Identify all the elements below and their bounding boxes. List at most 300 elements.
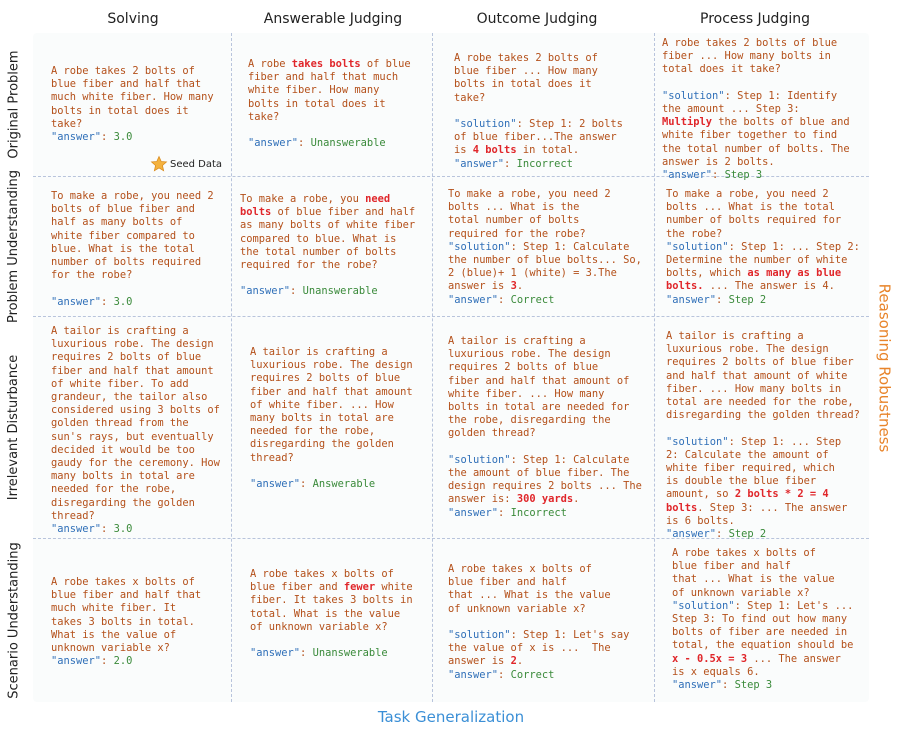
cell-line <box>666 409 860 422</box>
text-span: many bolts in total are <box>250 412 394 425</box>
text-span: disregarding the golden <box>250 438 394 451</box>
cell-scenario-understanding-process <box>672 547 853 692</box>
answer-value: Unanswerable <box>310 137 386 150</box>
text-span: . Step 3: ... The answer <box>697 501 848 514</box>
cell-line <box>666 488 860 501</box>
json-key: "answer" <box>51 131 102 144</box>
text-span: 2 (blue)+ 1 (white) = 3.The <box>448 267 617 280</box>
text-span: bolts in total does it <box>454 78 592 91</box>
text-span: the robe? <box>666 227 723 240</box>
text-span: bolts in total does it <box>248 97 386 110</box>
text-span: blue fiber and half that <box>51 78 202 91</box>
row-header-scenario-understanding <box>0 538 28 702</box>
cell-line <box>672 587 853 600</box>
answer-value: Step 2 <box>728 528 767 541</box>
text-span: : <box>101 295 114 308</box>
text-span: grandeur, the tailor also <box>51 391 208 404</box>
text-span: . <box>516 280 524 293</box>
cell-line <box>448 361 642 374</box>
answer-value: Step 3 <box>734 679 773 692</box>
json-key: "answer" <box>672 679 723 692</box>
cell-line <box>51 118 214 131</box>
text-span: answer is 2 bolts. <box>662 155 775 168</box>
cell-line <box>672 679 853 692</box>
cell-irrelevant-disturbance-answerable <box>250 346 413 491</box>
text-span: Determine the number of white <box>666 254 848 267</box>
cell-line <box>51 230 214 243</box>
cell-line <box>448 441 642 454</box>
text-span: number of bolts required <box>51 256 202 269</box>
cell-line <box>448 294 642 307</box>
text-span: : <box>101 655 114 668</box>
text-span: : <box>101 523 114 536</box>
text-span: : Step 1: Let's say <box>510 629 630 642</box>
answer-value: 3.0 <box>113 523 133 536</box>
text-span: take? <box>248 110 280 123</box>
text-span: : <box>290 285 303 298</box>
cell-line <box>454 158 623 171</box>
cell-line <box>454 131 623 144</box>
cell-line <box>51 642 201 655</box>
cell-irrelevant-disturbance-process <box>666 330 860 541</box>
text-span: white fiber. ... How many <box>448 387 605 400</box>
cell-line <box>454 105 623 118</box>
cell-line <box>662 169 850 182</box>
text-span: amount, so <box>666 488 735 501</box>
highlighted-text: bolts. <box>666 280 704 293</box>
text-span: the amount of blue fiber. The <box>448 467 630 480</box>
cell-line <box>250 478 413 491</box>
cell-line <box>448 228 642 241</box>
json-key: "answer" <box>250 647 301 660</box>
cell-line <box>448 388 642 401</box>
text-span: luxurious robe. The design <box>250 359 413 372</box>
cell-line <box>448 214 642 227</box>
highlighted-text: as many as blue <box>747 267 842 280</box>
text-span: is double the blue fiber <box>666 475 817 488</box>
json-key: "answer" <box>448 668 499 681</box>
text-span: the bolts of blue and <box>712 116 850 129</box>
text-span: blue fiber and half that <box>51 589 202 602</box>
text-span: : Step 1: 2 bolts <box>516 118 623 131</box>
cell-line <box>51 351 220 364</box>
cell-line <box>672 560 853 573</box>
json-key: "answer" <box>448 506 499 519</box>
cell-scenario-understanding-outcome <box>448 563 629 682</box>
cell-line <box>448 401 642 414</box>
text-span: : <box>498 668 511 681</box>
text-span: half as many bolts of <box>51 216 183 229</box>
cell-line <box>662 50 850 63</box>
cell-line <box>250 346 413 359</box>
cell-line <box>662 37 850 50</box>
json-key: "answer" <box>666 293 717 306</box>
answer-value: Correct <box>510 668 555 681</box>
highlighted-text: 2 bolts * 2 = 4 <box>734 488 829 501</box>
text-span: needed for the robe, <box>250 425 376 438</box>
cell-line <box>662 77 850 90</box>
text-span: take? <box>454 91 486 104</box>
cell-line <box>51 589 201 602</box>
cell-line <box>240 259 415 272</box>
highlighted-text: 3 <box>510 280 517 293</box>
cell-line <box>51 497 220 510</box>
cell-line <box>51 296 214 309</box>
cell-line <box>662 129 850 142</box>
text-span: : Step 1: ... Step <box>728 435 842 448</box>
text-span: thread? <box>250 451 294 464</box>
text-span: : Step 1: Calculate <box>510 453 630 466</box>
text-span: : <box>300 647 313 660</box>
json-key: "solution" <box>448 629 511 642</box>
text-span: bolts of fiber are needed in <box>672 626 848 639</box>
cell-line <box>454 78 623 91</box>
cell-line <box>666 294 860 307</box>
text-span: for the robe? <box>51 269 133 282</box>
cell-scenario-understanding-answerable <box>250 568 413 660</box>
cell-line <box>454 144 623 157</box>
text-span: A robe takes x bolts of <box>51 576 195 588</box>
text-span: total number of bolts <box>448 214 580 227</box>
text-span: of blue fiber...The answer <box>454 131 617 144</box>
cell-line <box>51 378 220 391</box>
answer-value: Incorrect <box>510 506 567 519</box>
text-span: much white fiber. It <box>51 602 177 615</box>
task-generalization-axis-label: Task Generalization <box>377 708 525 726</box>
json-key: "answer" <box>51 295 102 308</box>
cell-line <box>454 52 623 65</box>
cell-line <box>250 452 413 465</box>
text-span: many bolts in total are <box>51 470 195 483</box>
cell-line <box>662 90 850 103</box>
text-span: bolts of blue fiber and <box>51 203 195 216</box>
json-key: "solution" <box>666 240 729 253</box>
cell-problem-understanding-process <box>666 188 860 307</box>
cell-line <box>248 58 411 71</box>
highlighted-text: takes bolts <box>291 58 361 70</box>
text-span: fiber ... How many bolts in <box>662 50 831 63</box>
cell-line <box>250 425 413 438</box>
cell-line <box>448 669 629 682</box>
cell-line <box>454 92 623 105</box>
cell-line <box>51 417 220 430</box>
text-span: disregarding the golden <box>51 496 195 509</box>
answer-value: 3.0 <box>113 295 133 308</box>
cell-line <box>250 621 413 634</box>
text-span: A tailor is crafting a <box>51 325 189 337</box>
text-span: A robe takes x bolts of <box>448 563 592 575</box>
cell-line <box>240 285 415 298</box>
cell-line <box>248 124 411 137</box>
cell-line <box>666 449 860 462</box>
cell-line <box>248 137 411 150</box>
text-span: A tailor is crafting a <box>448 335 586 347</box>
text-span: bolts in total does it <box>51 104 189 117</box>
text-span: To make a robe, you need 2 <box>448 188 611 200</box>
json-key: "answer" <box>662 169 713 182</box>
cell-line <box>51 65 214 78</box>
cell-line <box>666 396 860 409</box>
cell-line <box>448 576 629 589</box>
text-span: blue fiber and half <box>672 560 791 573</box>
cell-line <box>248 98 411 111</box>
row-header-original-problem <box>0 33 28 176</box>
cell-line <box>666 241 860 254</box>
cell-line <box>666 528 860 541</box>
text-span: blue fiber and half <box>448 576 567 589</box>
text-span: fiber and half that amount <box>250 385 413 398</box>
row-header-problem-understanding <box>0 169 28 323</box>
cell-line <box>672 613 853 626</box>
highlighted-text: bolts <box>240 206 272 219</box>
cell-original-answerable <box>248 58 411 150</box>
text-span: : <box>300 478 313 491</box>
text-span: decided it would be too <box>51 443 195 456</box>
cell-problem-understanding-solving <box>51 190 214 309</box>
json-key: "solution" <box>448 240 511 253</box>
text-span: the value of x is ... The <box>448 642 611 655</box>
json-key: "answer" <box>250 478 301 491</box>
text-span: white fiber. How many <box>248 84 380 97</box>
text-span: A robe takes x bolts of <box>250 568 394 580</box>
json-key: "answer" <box>51 523 102 536</box>
cell-line <box>672 626 853 639</box>
cell-line <box>250 634 413 647</box>
text-span: : <box>716 528 729 541</box>
text-span: fiber and half that much <box>248 71 399 84</box>
text-span: and half that amount of white <box>666 369 848 382</box>
json-key: "solution" <box>662 89 725 102</box>
text-span: : <box>712 169 725 182</box>
text-span: thread? <box>51 509 95 522</box>
text-span: answer is <box>448 655 511 668</box>
column-header-answerable-judging: Answerable Judging <box>263 11 403 27</box>
cell-line <box>448 427 642 440</box>
cell-line <box>672 653 853 666</box>
text-span: blue. What is the total <box>51 242 195 255</box>
text-span: needed for the robe, <box>51 483 177 496</box>
cell-line <box>672 600 853 613</box>
column-header-solving: Solving <box>107 11 159 27</box>
cell-line <box>240 193 415 206</box>
cell-line <box>51 444 220 457</box>
row-header-label: Original Problem <box>6 50 22 159</box>
cell-line <box>666 228 860 241</box>
cell-line <box>448 642 629 655</box>
answer-value: Answerable <box>312 478 376 491</box>
cell-irrelevant-disturbance-solving <box>51 325 220 536</box>
text-span: : Step 1: ... Step 2: <box>728 240 860 253</box>
text-span: take? <box>51 117 83 130</box>
text-span: : <box>298 137 311 150</box>
row-header-label: Problem Understanding <box>6 169 22 323</box>
text-span: bolts, which <box>666 267 748 280</box>
cell-line <box>51 483 220 496</box>
cell-line <box>666 254 860 267</box>
cell-line <box>672 639 853 652</box>
text-span: in total. <box>516 144 580 157</box>
cell-line <box>51 131 214 144</box>
json-key: "answer" <box>240 285 291 298</box>
cell-line <box>51 616 201 629</box>
json-key: "answer" <box>666 528 717 541</box>
cell-line <box>51 105 214 118</box>
row-header-label: Scenario Understanding <box>6 541 22 699</box>
cell-line <box>448 629 629 642</box>
text-span: fiber and half that amount of <box>448 374 630 387</box>
cell-line <box>448 616 629 629</box>
text-span: gaudy for the ceremony. How <box>51 457 220 470</box>
cell-line <box>51 203 214 216</box>
text-span: takes 3 bolts in total. <box>51 615 195 628</box>
text-span: luxurious robe. The design <box>51 338 214 351</box>
cell-line <box>250 372 413 385</box>
cell-line <box>250 438 413 451</box>
cell-line <box>662 143 850 156</box>
cell-line <box>51 602 201 615</box>
text-span: fiber and half that amount <box>51 364 214 377</box>
cell-line <box>240 246 415 259</box>
cell-line <box>448 603 629 616</box>
text-span: answer is <box>448 280 511 293</box>
text-span: What is the value of <box>51 628 177 641</box>
text-span: A tailor is crafting a <box>250 346 388 358</box>
cell-line <box>250 465 413 478</box>
column-header-outcome-judging: Outcome Judging <box>476 11 598 27</box>
text-span: the total number of bolts <box>240 245 397 258</box>
text-span: : <box>716 293 729 306</box>
row-divider <box>33 316 869 317</box>
text-span: To make a robe, you need 2 <box>666 188 829 200</box>
text-span: the robe, disregarding the <box>448 414 611 427</box>
cell-line <box>51 338 220 351</box>
cell-line <box>448 655 629 668</box>
cell-line <box>51 576 201 589</box>
text-span: requires 2 bolts of blue <box>448 361 599 374</box>
cell-line <box>666 201 860 214</box>
cell-line <box>250 386 413 399</box>
cell-line <box>666 436 860 449</box>
star-icon <box>150 155 168 173</box>
cell-line <box>666 383 860 396</box>
json-key: "solution" <box>666 435 729 448</box>
cell-line <box>51 243 214 256</box>
cell-line <box>248 71 411 84</box>
text-span: . <box>573 493 580 506</box>
text-span: compared to blue. What is <box>240 232 397 245</box>
row-header-irrelevant-disturbance <box>0 316 28 538</box>
highlighted-text: 4 bolts <box>472 144 517 157</box>
text-span: luxurious robe. The design <box>666 343 829 356</box>
text-span: total, the equation should be <box>672 639 854 652</box>
cell-line <box>51 216 214 229</box>
text-span: that ... What is the value <box>448 589 611 602</box>
highlighted-text: x - 0.5x = 3 <box>672 652 748 665</box>
cell-line <box>448 188 642 201</box>
text-span: : <box>504 157 517 170</box>
reasoning-robustness-axis <box>869 33 899 702</box>
cell-line <box>51 256 214 269</box>
cell-line <box>51 431 220 444</box>
text-span: : Step 1: Identify <box>724 89 838 102</box>
cell-line <box>448 201 642 214</box>
cell-scenario-understanding-solving <box>51 576 201 668</box>
text-span: white fiber together to find <box>662 129 838 142</box>
cell-line <box>250 412 413 425</box>
cell-line <box>250 594 413 607</box>
text-span: blue fiber and <box>250 581 344 594</box>
cell-line <box>51 282 214 295</box>
highlighted-text: 300 yards <box>516 493 574 506</box>
reasoning-robustness-axis-label: Reasoning Robustness <box>875 283 893 452</box>
text-span: bolts ... What is the total <box>666 201 835 214</box>
cell-line <box>666 502 860 515</box>
cell-line <box>666 188 860 201</box>
json-key: "solution" <box>448 453 511 466</box>
cell-line <box>448 348 642 361</box>
cell-line <box>250 608 413 621</box>
highlighted-text: need <box>365 193 391 205</box>
text-span: the number of blue bolts... So, <box>448 254 642 267</box>
cell-line <box>448 335 642 348</box>
text-span: of unknown variable x? <box>672 586 810 599</box>
text-span: : <box>101 131 114 144</box>
text-span: fiber. It takes 3 bolts in <box>250 594 413 607</box>
seed-data-marker <box>150 155 222 173</box>
cell-line <box>662 103 850 116</box>
text-span: much white fiber. How many <box>51 91 214 104</box>
cell-line <box>250 581 413 594</box>
cell-line <box>448 493 642 506</box>
text-span: of blue <box>360 58 411 70</box>
cell-line <box>666 462 860 475</box>
text-span: required for the robe? <box>240 259 378 272</box>
answer-value: Correct <box>510 293 555 306</box>
text-span: of unknown variable x? <box>250 620 388 633</box>
text-span: To make a robe, you need 2 <box>51 190 214 202</box>
text-span: . <box>516 655 524 668</box>
text-span: white <box>375 581 413 594</box>
cell-line <box>51 325 220 338</box>
text-span: that ... What is the value <box>672 573 835 586</box>
text-span: answer is: <box>448 493 517 506</box>
text-span: : Step 1: Let's ... <box>734 599 854 612</box>
cell-line <box>666 356 860 369</box>
cell-line <box>240 272 415 285</box>
cell-line <box>666 280 860 293</box>
cell-line <box>250 359 413 372</box>
cell-line <box>250 399 413 412</box>
text-span: : <box>498 506 511 519</box>
text-span: the total number of bolts. The <box>662 142 850 155</box>
answer-value: Step 2 <box>728 293 767 306</box>
highlighted-text: Multiply <box>662 116 713 129</box>
cell-line <box>448 375 642 388</box>
text-span: Step 3: To find out how many <box>672 613 848 626</box>
cell-line <box>448 563 629 576</box>
text-span: is x equals 6. <box>672 665 760 678</box>
text-span: of white fiber. To add <box>51 377 189 390</box>
json-key: "answer" <box>248 137 299 150</box>
text-span: golden thread? <box>448 427 536 440</box>
text-span: considered using 3 bolts of <box>51 404 220 417</box>
cell-line <box>672 573 853 586</box>
text-span: A robe takes 2 bolts of <box>51 65 195 77</box>
cell-line <box>240 206 415 219</box>
cell-line <box>51 470 220 483</box>
text-span: blue fiber ... How many <box>454 65 598 78</box>
text-span: golden thread from the <box>51 417 189 430</box>
